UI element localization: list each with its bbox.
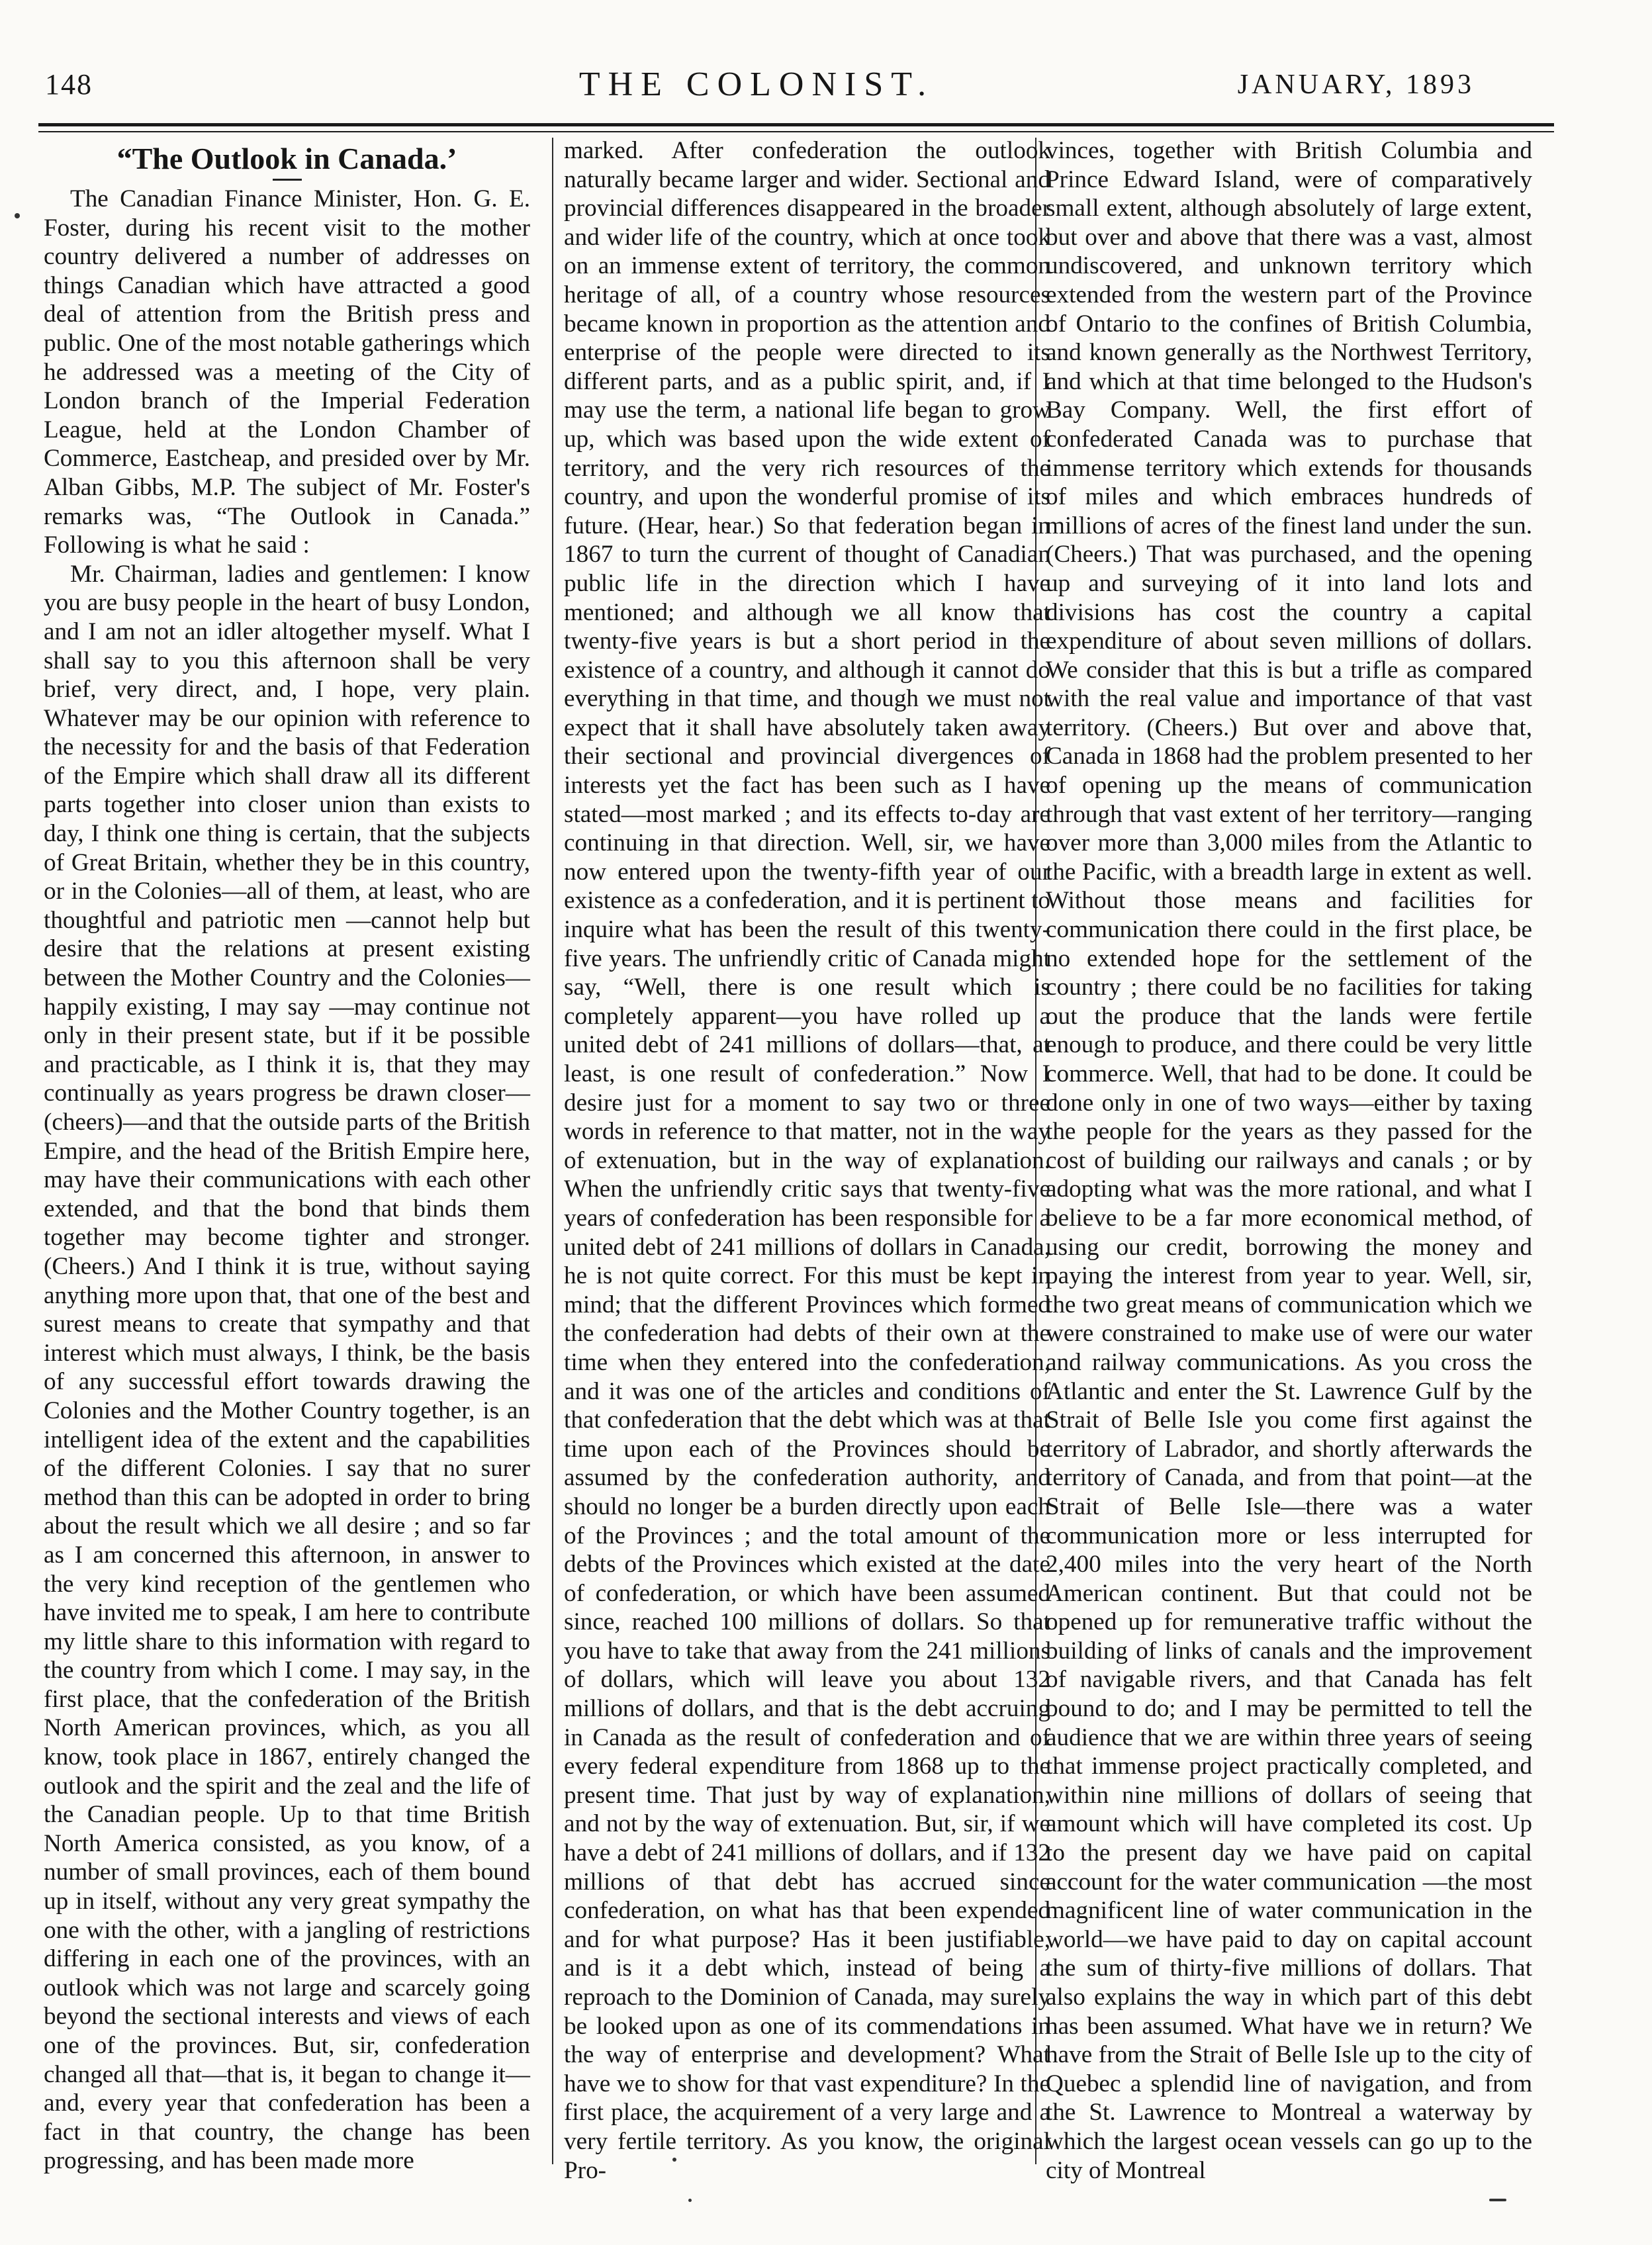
print-speck <box>1489 2199 1506 2201</box>
print-speck <box>15 213 20 218</box>
article-paragraph: marked. After confederation the outlook naturally became larger and wider. Sectional and provincial differences disappeared in the broader and wider life of the country, which at once took on an immense extent of territory, the common heritage of all, of a country whose resources became known in proportion as the attention and enterprise of the people were directed to its different parts, and as a public spirit, and, if I may use the term, a national life began to grow up, which was based upon the wide extent of territory, and the very rich resources of the country, and upon the wonderful promise of its future. (Hear, hear.) So that federation began in 1867 to turn the current of thought of Canadian public life in the direction which I have mentioned; and although we all know that twenty-five years is but a short period in the existence of a country, and although it cannot do everything in that time, and though we must not expect that it shall have absolutely taken away their sectional and provincial divergences of interests yet the fact has been such as I have stated—most marked ; and its effects to-day are continuing in that direction. Well, sir, we have now entered upon the twenty-fifth year of our existence as a confederation, and it is pertinent to inquire what has been the result of this twenty-five years. The unfriendly critic of Canada might say, “Well, there is one result which is completely apparent—you have rolled up a united debt of 241 millions of dollars—that, at least, is one result of confederation.” Now I desire just for a moment to say two or three words in reference to that matter, not in the way of extenuation, but in the way of explanation. When the unfriendly critic says that twenty-five years of confederation has been responsible for a united debt of 241 millions of dollars in Canada, he is not quite correct. For this must be kept in mind; that the different Provinces which formed the confederation had debts of their own at the time when they entered into the confederation, and it was one of the articles and conditions of that confederation that the debt which was at that time upon each of the Provinces should be assumed by the confederation authority, and should no longer be a burden directly upon each of the Provinces ; and the total amount of the debts of the Provinces which existed at the date of confederation, or which have been assumed since, reached 100 millions of dollars. So that you have to take that away from the 241 millions of dollars, which will leave you about 132 millions of dollars, and that is the debt accruing in Canada as the result of confederation and of every federal expenditure from 1868 up to the present time. That just by way of explanation, and not by the way of extenuation. But, sir, if we have a debt of 241 millions of dollars, and if 132 millions of that debt has accrued since confederation, on what has that been expended and for what purpose? Has it been justifiable, and is it a debt which, instead of being a reproach to the Dominion of Canada, may surely be looked upon as one of its commendations in the way of enterprise and development? What have we to show for that vast expenditure? In the first place, the acquirement of a very large and a very fertile territory. As you know, the original Pro- <box>564 137 1050 2184</box>
page-number: 148 <box>45 68 93 101</box>
print-speck <box>688 2199 692 2202</box>
header-rule-thick <box>38 123 1554 126</box>
print-speck <box>672 2158 676 2162</box>
page-header <box>38 65 1475 111</box>
article-column-3 <box>1046 136 1532 2184</box>
article-column-2 <box>564 136 1050 2184</box>
article-column-1 <box>44 136 530 2175</box>
header-rule-thin <box>38 131 1554 132</box>
article-paragraph: The Canadian Finance Minister, Hon. G. E. Foster, during his recent visit to the mother country delivered a number of addresses on things Canadian which have attracted a good deal of attention from the British press and public. One of the most notable gatherings which he addressed was a meeting of the City of London branch of the Imperial Federation League, held at the London Chamber of Commerce, Eastcheap, and presided over by Mr. Alban Gibbs, M.P. The subject of Mr. Foster's remarks was, “The Outlook in Canada.” Following is what he said : <box>44 185 530 559</box>
article-paragraph: Mr. Chairman, ladies and gentlemen: I know you are busy people in the heart of busy London, and I am not an idler altogether myself. What I shall say to you this afternoon shall be very brief, very direct, and, I hope, very plain. Whatever may be our opinion with reference to the necessity for and the basis of that Federation of the Empire which shall draw all its different parts together into closer union than exists to day, I think one thing is certain, that the subjects of Great Britain, whether they be in this country, or in the Colonies—all of them, at least, who are thoughtful and patriotic men —cannot help but desire that the relations at present existing between the Mother Country and the Colonies—happily existing, I may say —may continue not only in their present state, but if it be possible and practicable, as I think it is, that they may continually as years progress be drawn closer—(cheers)—and that the outside parts of the British Empire, and the head of the British Empire here, may have their communications with each other extended, and that the bond that binds them together may become tighter and stronger. (Cheers.) And I think it is true, without saying anything more upon that, that one of the best and surest means to create that sympathy and that interest which must always, I think, be the basis of any successful effort towards drawing the Colonies and the Mother Country together, is an intelligent idea of the extent and the capabilities of the different Colonies. I say that no surer method than this can be adopted in order to bring about the result which we all desire ; and so far as I am concerned this afternoon, in answer to the very kind reception of the gentlemen who have invited me to speak, I am here to contribute my little share to this information with regard to the country from which I come. I may say, in the first place, that the confederation of the British North American provinces, which, as you all know, took place in 1867, entirely changed the outlook and the spirit and the zeal and the life of the Canadian people. Up to that time British North America consisted, as you know, of a number of small provinces, each of them bound up in itself, without any very great sympathy the one with the other, with a jangling of restrictions differing in each one of the provinces, with an outlook which was not large and scarcely going beyond the sectional interests and views of each one of the provinces. But, sir, confederation changed all that—that is, it began to change it—and, every year that confederation has been a fact in that country, the change has been progressing, and has been made more <box>44 560 530 2175</box>
article-title: “The Outlook in Canada.’ <box>116 142 457 175</box>
article-paragraph: vinces, together with British Columbia and Prince Edward Island, were of comparatively small extent, although absolutely of large extent, but over and above that there was a vast, almost undiscovered, and unknown territory which extended from the western part of the Province of Ontario to the confines of British Columbia, and known generally as the Northwest Territory, and which at that time belonged to the Hudson's Bay Company. Well, the first effort of confederated Canada was to purchase that immense territory which extends for thousands of miles and which embraces hundreds of millions of acres of the finest land under the sun. (Cheers.) That was purchased, and the opening up and surveying of it into land lots and divisions has cost the country a capital expenditure of about seven millions of dollars. We consider that this is but a trifle as compared with the real value and importance of that vast territory. (Cheers.) But over and above that, Canada in 1868 had the problem presented to her of opening up the means of communication through that vast extent of her territory—ranging over more than 3,000 miles from the Atlantic to the Pacific, with a breadth large in extent as well. Without those means and facilities for communication there could in the first place, be no extended hope for the settlement of the country ; there could be no facilities for taking out the produce that the lands were fertile enough to produce, and there could be very little commerce. Well, that had to be done. It could be done only in one of two ways—either by taxing the people for the years as they passed for the cost of building our railways and canals ; or by adopting what was the more rational, and what I believe to be a far more economical method, of using our credit, borrowing the money and paying the interest from year to year. Well, sir, the two great means of communication which we were constrained to make use of were our water and railway communications. As you cross the Atlantic and enter the St. Lawrence Gulf by the Strait of Belle Isle you come first against the territory of Labrador, and shortly afterwards the territory of Canada, and from that point—at the Strait of Belle Isle—there was a water communication more or less interrupted for 2,400 miles into the very heart of the North American continent. But that could not be opened up for remunerative traffic without the building of links of canals and the improvement of navigable rivers, and that Canada has felt bound to do; and I may be permitted to tell the audience that we are within three years of seeing that immense project practically completed, and within nine millions of dollars of seeing that amount which will have completed its cost. Up to the present day we have paid on capital account for the water communication —the most magnificent line of water communication in the world—we have paid to day on capital account the sum of thirty-five millions of dollars. That also explains the way in which part of this debt has been assumed. What have we in return? We have from the Strait of Belle Isle up to the city of Quebec a splendid line of navigation, and from the St. Lawrence to Montreal a waterway by which the largest ocean vessels can go up to the city of Montreal <box>1046 137 1532 2184</box>
publication-title: THE COLONIST. <box>578 66 935 103</box>
issue-date: JANUARY, 1893 <box>1237 69 1475 100</box>
column-separator <box>552 138 553 2164</box>
title-dash <box>273 179 302 181</box>
